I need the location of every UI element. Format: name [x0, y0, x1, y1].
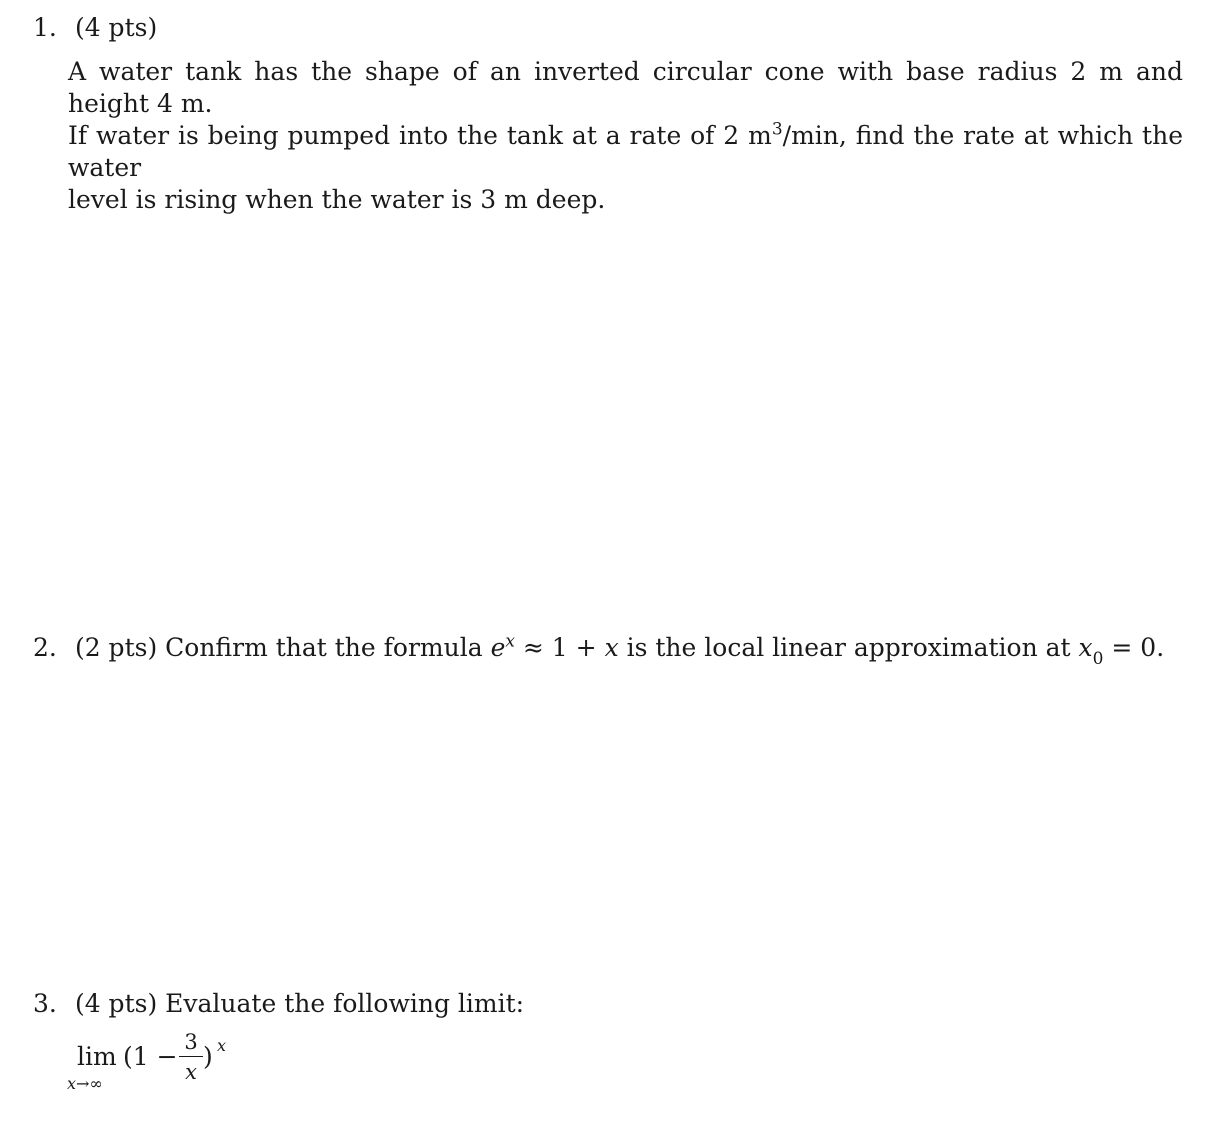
- limit-fraction: [179, 1030, 203, 1084]
- problem-1-line-2b: /min, find the rate at which the water: [68, 121, 1183, 182]
- fraction-bar: [179, 1056, 203, 1057]
- fraction-denominator: x: [185, 1060, 197, 1084]
- problem-1-exponent: 3: [771, 119, 783, 140]
- problem-2-number: 2.: [33, 633, 57, 662]
- formula-x: x: [604, 633, 619, 662]
- problem-1-statement: [68, 56, 1183, 216]
- problem-1-line-3: level is rising when the water is 3 m deep.: [68, 185, 606, 214]
- problem-2-heading: [33, 631, 1193, 669]
- problem-2: [33, 631, 1193, 669]
- limit-subscript: x→∞: [67, 1074, 103, 1093]
- limit-close-paren: ): [203, 1042, 213, 1071]
- problem-1-heading: [33, 12, 1193, 44]
- problem-1: [33, 12, 1193, 216]
- problem-2-text-b: is the local linear approximation at: [618, 633, 1079, 662]
- problem-3: [33, 988, 1193, 1020]
- x0-subscript: 0: [1092, 649, 1104, 669]
- problem-2-text-a: Confirm that the formula: [165, 633, 483, 662]
- problem-1-number: 1.: [33, 13, 57, 42]
- problem-2-points: (2 pts): [74, 633, 158, 662]
- problem-1-points: (4 pts): [74, 13, 158, 42]
- problem-3-points: (4 pts): [74, 989, 158, 1018]
- formula-e: e: [490, 633, 506, 662]
- formula-e-exponent: x: [505, 631, 515, 652]
- problem-1-line-2: [68, 120, 1183, 184]
- formula-approx: ≈ 1 +: [514, 633, 605, 662]
- fraction-numerator: 3: [184, 1030, 198, 1054]
- limit-open-paren: (1 −: [123, 1042, 178, 1071]
- problem-2-text-c: = 0.: [1103, 633, 1165, 662]
- limit-expression: [67, 1030, 267, 1100]
- problem-1-line-1: A water tank has the shape of an inverted circular cone with base radius 2 m and height 4 m.: [68, 57, 1183, 118]
- problem-3-text: Evaluate the following limit:: [165, 989, 525, 1018]
- x0-symbol: x: [1078, 633, 1093, 662]
- problem-3-heading: [33, 988, 1193, 1020]
- limit-exponent: x: [217, 1036, 227, 1055]
- problem-1-line-2a: If water is being pumped into the tank at a rate of 2 m: [68, 121, 772, 150]
- limit-word: lim: [77, 1042, 117, 1071]
- problem-3-number: 3.: [33, 989, 57, 1018]
